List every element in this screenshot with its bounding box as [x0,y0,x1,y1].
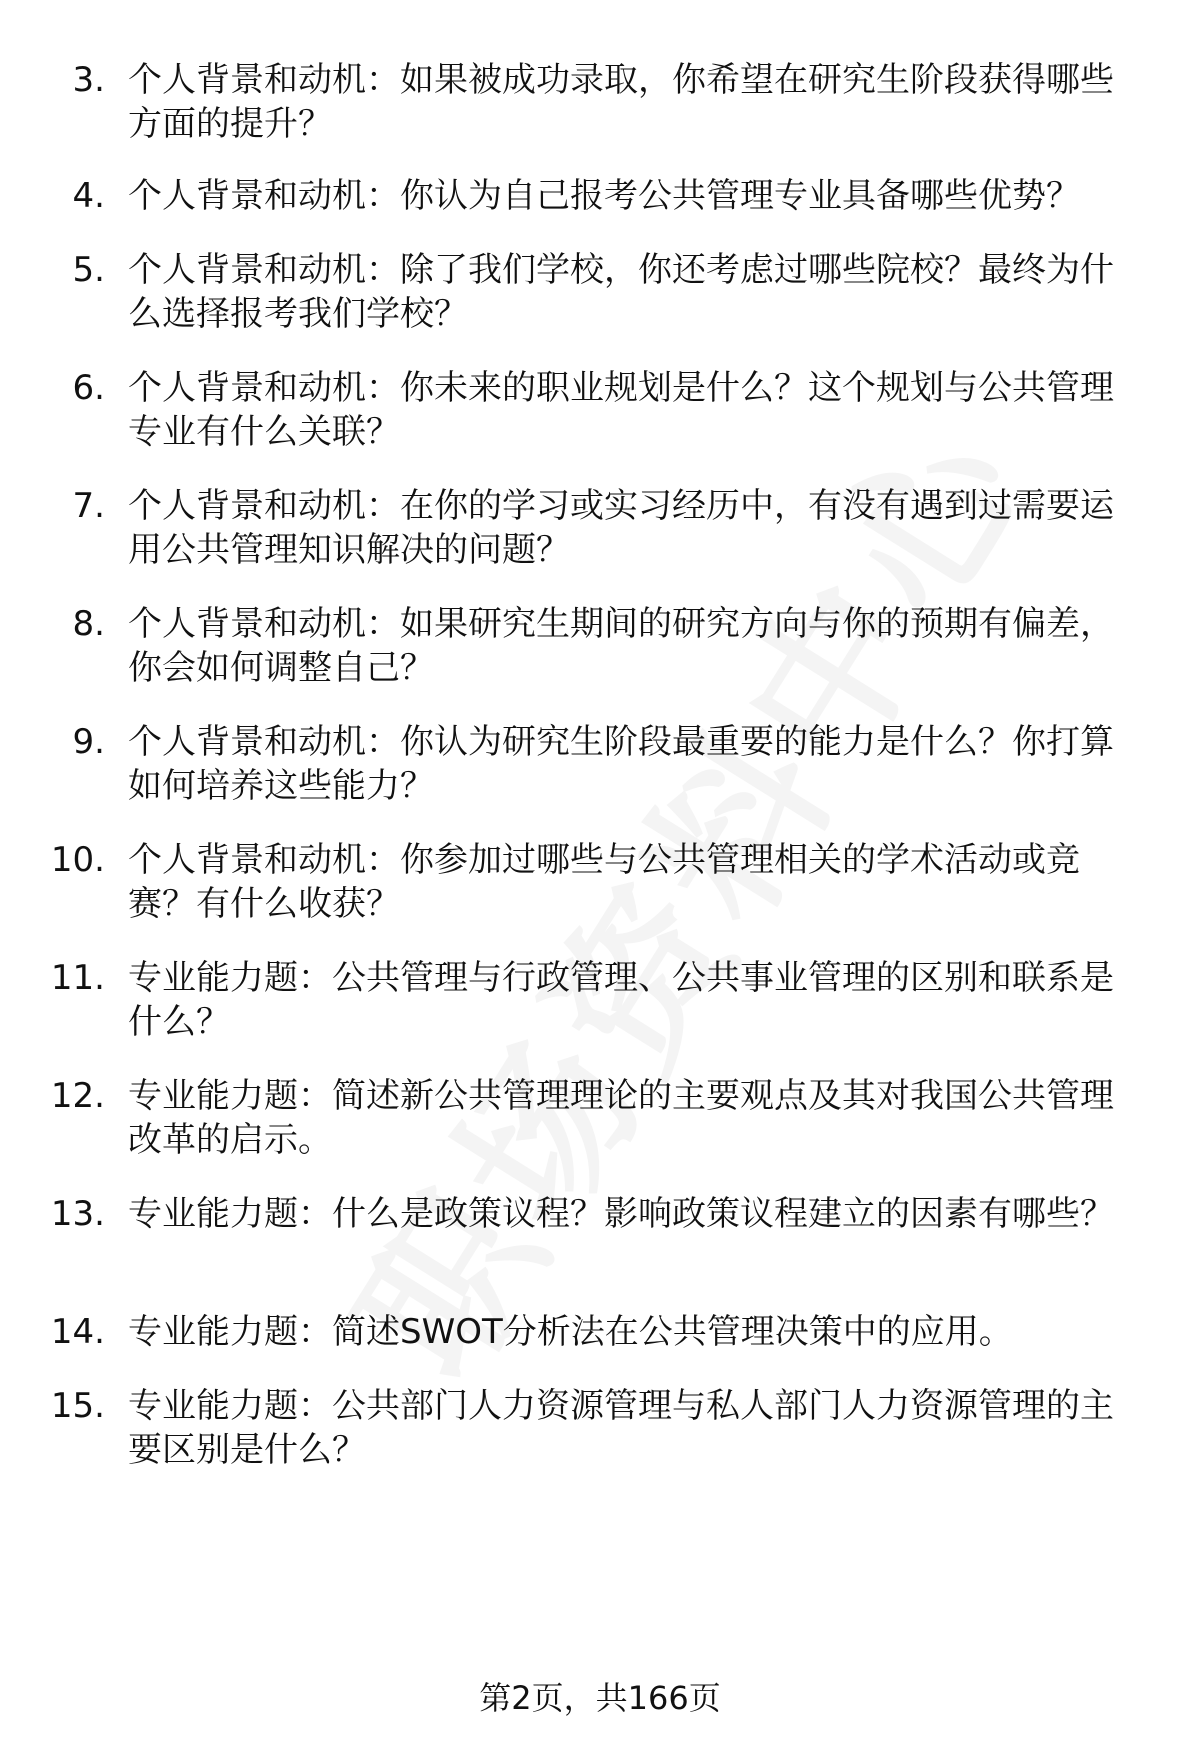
page-footer: 第2页，共166页 [479,1679,721,1717]
item-number: 12. [50,1076,105,1116]
item-number: 8. [72,604,105,644]
item-number: 11. [50,958,105,998]
item-text: 专业能力题：公共部门人力资源管理与私人部门人力资源管理的主要区别是什么？ [128,1386,1114,1470]
item-number: 4. [72,176,105,216]
item-text: 个人背景和动机：你参加过哪些与公共管理相关的学术活动或竞赛？有什么收获？ [128,840,1080,924]
item-text: 专业能力题：公共管理与行政管理、公共事业管理的区别和联系是什么？ [128,958,1114,1042]
item-number: 13. [50,1194,105,1234]
item-number: 15. [50,1386,105,1426]
item-text: 专业能力题：简述SWOT分析法在公共管理决策中的应用。 [128,1312,1013,1352]
item-number: 10. [50,840,105,880]
item-text: 个人背景和动机：除了我们学校，你还考虑过哪些院校？最终为什么选择报考我们学校？ [128,250,1114,334]
item-number: 7. [72,486,105,526]
item-text: 专业能力题：什么是政策议程？影响政策议程建立的因素有哪些？ [128,1194,1114,1234]
item-text: 个人背景和动机：在你的学习或实习经历中，有没有遇到过需要运用公共管理知识解决的问题？ [128,486,1114,570]
item-text: 个人背景和动机：如果研究生期间的研究方向与你的预期有偏差，你会如何调整自己？ [128,604,1114,688]
item-text: 个人背景和动机：你未来的职业规划是什么？这个规划与公共管理专业有什么关联？ [128,368,1114,452]
item-number: 3. [72,60,105,100]
item-text: 个人背景和动机：你认为研究生阶段最重要的能力是什么？你打算如何培养这些能力？ [128,722,1114,806]
item-text: 专业能力题：简述新公共管理理论的主要观点及其对我国公共管理改革的启示。 [128,1076,1114,1160]
item-number: 9. [72,722,105,762]
item-text: 个人背景和动机：如果被成功录取，你希望在研究生阶段获得哪些方面的提升？ [128,60,1114,144]
item-number: 6. [72,368,105,408]
item-number: 5. [72,250,105,290]
item-text: 个人背景和动机：你认为自己报考公共管理专业具备哪些优势？ [128,176,1080,216]
item-number: 14. [50,1312,105,1352]
